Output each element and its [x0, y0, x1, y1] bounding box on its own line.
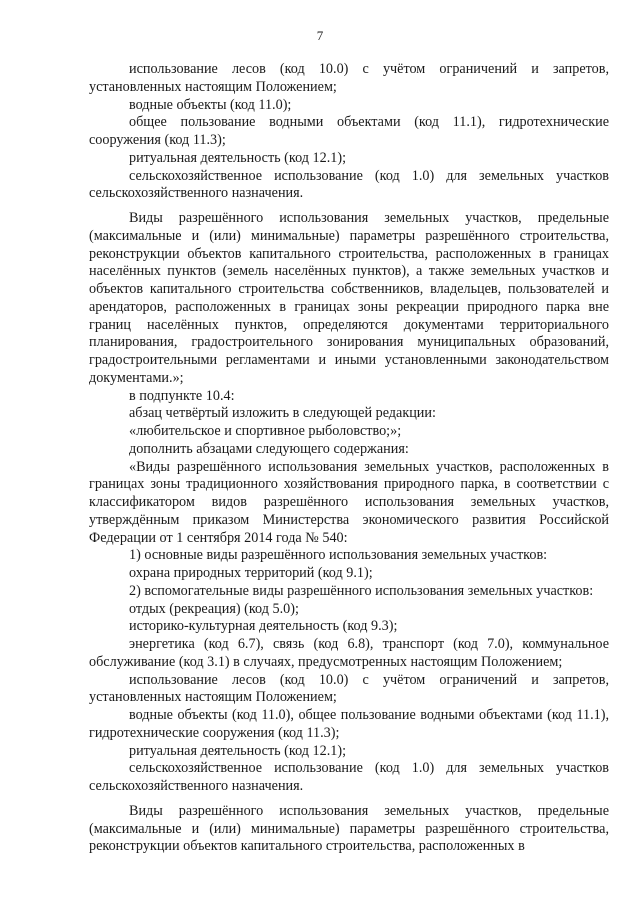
paragraph: в подпункте 10.4: [129, 387, 235, 404]
paragraph: использование лесов (код 10.0) с учётом ограничений и запретов, установленных настоящим Положением; [89, 61, 609, 95]
paragraph: историко-культурная деятельность (код 9.3); [129, 618, 398, 635]
paragraph: Виды разрешённого использования земельных участков, предельные (максимальные и (или) минимальные) параметры разрешённого строительства, реконструкции объектов капитального строительства, расположенных в [89, 802, 609, 855]
paragraph: общее пользование водными объектами (код 11.1), гидротехнические сооружения (код 11.3); [89, 114, 609, 148]
paragraph: водные объекты (код 11.0); [129, 96, 292, 113]
paragraph: «Виды разрешённого использования земельных участков, расположенных в границах зоны традиционного хозяйствования природного парка, в соответствии с классификатором видов разрешённого использования земельных участков, утверждённым приказом Министерства экономического развития Российской Федерации от 1 сентября 2014 года № 540: [89, 458, 609, 546]
paragraph: 1) основные виды разрешённого использования земельных участков: [129, 547, 548, 564]
paragraph: 2) вспомогательные виды разрешённого использования земельных участков: [129, 582, 594, 599]
paragraph: отдых (рекреация) (код 5.0); [129, 600, 299, 617]
paragraph: энергетика (код 6.7), связь (код 6.8), транспорт (код 7.0), коммунальное обслуживание (код 3.1) в случаях, предусмотренных настоящим Положением; [89, 636, 609, 670]
paragraph: абзац четвёртый изложить в следующей редакции: [129, 405, 436, 422]
paragraph: Виды разрешённого использования земельных участков, предельные (максимальные и (или) минимальные) параметры разрешённого строительства, реконструкции объектов капитального строительства, расположенных в границах населённых пунктов (земель населённых пунктов), а также земельных участков и объектов капитального строительства собственников, владельцев, пользователей и арендаторов, расположенных в границах зоны рекреации природного парка вне границ населённых пунктов, определяются документами территориального планирования, градостроительного зонирования муниципальных образований, градостроительными регламентами и иными установленными законодательством документами.»; [89, 210, 609, 386]
paragraph: охрана природных территорий (код 9.1); [129, 565, 373, 581]
paragraph: дополнить абзацами следующего содержания: [129, 440, 409, 457]
paragraph: ритуальная деятельность (код 12.1); [129, 742, 347, 759]
paragraph: сельскохозяйственное использование (код 1.0) для земельных участков сельскохозяйственного назначения. [89, 760, 609, 794]
paragraph: ритуальная деятельность (код 12.1); [129, 149, 347, 166]
page-number: 7 [316, 28, 324, 43]
paragraph: сельскохозяйственное использование (код 1.0) для земельных участков сельскохозяйственного назначения. [89, 167, 609, 202]
paragraph: использование лесов (код 10.0) с учётом ограничений и запретов, установленных настоящим Положением; [89, 671, 609, 706]
paragraph: водные объекты (код 11.0), общее пользование водными объектами (код 11.1), гидротехнические сооружения (код 11.3); [89, 707, 609, 741]
paragraph: «любительское и спортивное рыболовство;»; [129, 423, 402, 439]
document-body [89, 61, 609, 856]
